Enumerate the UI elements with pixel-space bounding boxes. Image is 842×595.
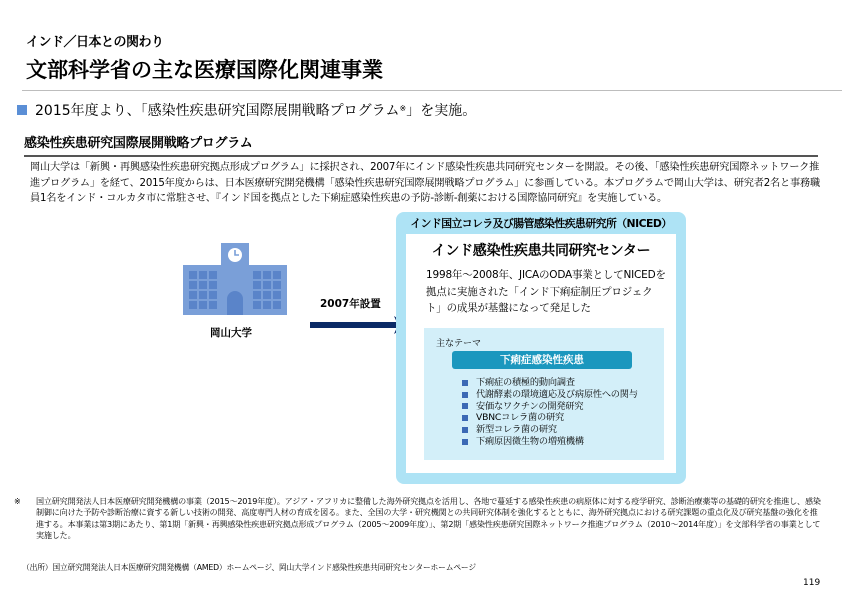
square-bullet-icon (462, 439, 468, 445)
footnote-mark: ※ (14, 496, 21, 506)
themes-label: 主なテーマ (436, 339, 482, 349)
list-item (462, 401, 638, 413)
research-center-title: インド感染性疾患共同研究センター (431, 243, 651, 259)
title-divider (22, 90, 842, 91)
school-building-icon (183, 243, 287, 315)
theme-list (462, 377, 638, 448)
square-bullet-icon (17, 105, 27, 115)
square-bullet-icon (462, 403, 468, 409)
university-label: 岡山大学 (210, 327, 252, 339)
square-bullet-icon (462, 427, 468, 433)
page-number: 119 (803, 578, 821, 588)
theme-text: 新型コレラ菌の研究 (476, 424, 557, 436)
themes-box (424, 328, 664, 460)
page-subtitle: インド／日本との関わり (26, 35, 164, 50)
theme-text: 下痢原因微生物の増殖機構 (476, 435, 584, 447)
lead-text-before: 2015年度より、「感染性疾患研究国際展開戦略プログラム (35, 103, 400, 119)
niced-title: インド国立コレラ及び腸管感染性疾患研究所（NICED） (410, 217, 672, 230)
footnote (14, 496, 824, 541)
footnote-text: 国立研究開発法人日本医療研究開発機構の事業（2015～2019年度）。アジア・アフリカに整備した海外研究拠点を活用し、各地で蔓延する感染性疾患の病原体に対する疫学研究、診断治療薬等の基礎的研究を推進し、感染制御に向けた予防や診断治療に資する新しい技術の開発、高度専門人材の育成を図る。また、全国の大学・研究機関との共同研究体制を強化するとともに、海外研究拠点における研究課題の重点化及び研究基盤の強化を推進する。本事業は第3期にあたり、第1期「新興・再興感染性疾患研究拠点形成プログラム（2005～2009年度）」、第2期「感染性疾患研究国際ネットワーク推進プログラム（2010～2014年度）」を文部科学省の事業として実施した。 (36, 496, 821, 540)
arrow-label: 2007年設置 (320, 298, 381, 310)
section-description: 岡山大学は「新興・再興感染性疾患研究拠点形成プログラム」に採択され、2007年にインド感染性疾患共同研究センターを開設。その後、「感染性疾患研究国際ネットワーク推進プログラム」を経て、2015年度からは、日本医療研究開発機構「感染性疾患研究国際展開戦略プログラム」に参画している。本プログラムで岡山大学は、研究者2名と事務職員1名をインド・コルカタ市に常駐させ、『インド国を拠点とした下痢症感染性疾患の予防-診断-創薬における国際協同研究』を実施している。 (30, 162, 820, 204)
lead-statement (17, 100, 476, 120)
section-divider (24, 155, 818, 157)
theme-text: 下痢症の積極的動向調査 (476, 377, 575, 388)
square-bullet-icon (462, 380, 468, 386)
square-bullet-icon (462, 392, 468, 398)
theme-text: VBNCコレラ菌の研究 (476, 412, 564, 424)
research-center-box (406, 234, 676, 473)
list-item (462, 412, 638, 424)
arrow-right-icon (310, 315, 410, 335)
section-title: 感染性疾患研究国際展開戦略プログラム (24, 136, 253, 151)
source-citation: （出所）国立研究開発法人日本医療研究開発機構（AMED）ホームページ、岡山大学インド感染性疾患共同研究センターホームページ (22, 563, 476, 572)
theme-text: 代謝酵素の環境適応及び病原性への関与 (476, 388, 638, 400)
list-item (462, 436, 638, 448)
research-center-description: 1998年～2008年、JICAのODA事業としてNICEDを拠点に実施された「インド下痢症制圧プロジェクト」の成果が基盤になって発足した (426, 269, 666, 314)
page-title: 文部科学省の主な医療国際化関連事業 (26, 58, 383, 82)
lead-text-after: 」を実施。 (406, 103, 477, 119)
theme-text: 安価なワクチンの開発研究 (476, 400, 584, 412)
square-bullet-icon (462, 415, 468, 421)
list-item (462, 377, 638, 389)
niced-box (396, 212, 686, 484)
list-item (462, 424, 638, 436)
theme-title-badge: 下痢症感染性疾患 (452, 351, 632, 369)
note-mark: ※ (399, 103, 407, 113)
list-item (462, 389, 638, 401)
